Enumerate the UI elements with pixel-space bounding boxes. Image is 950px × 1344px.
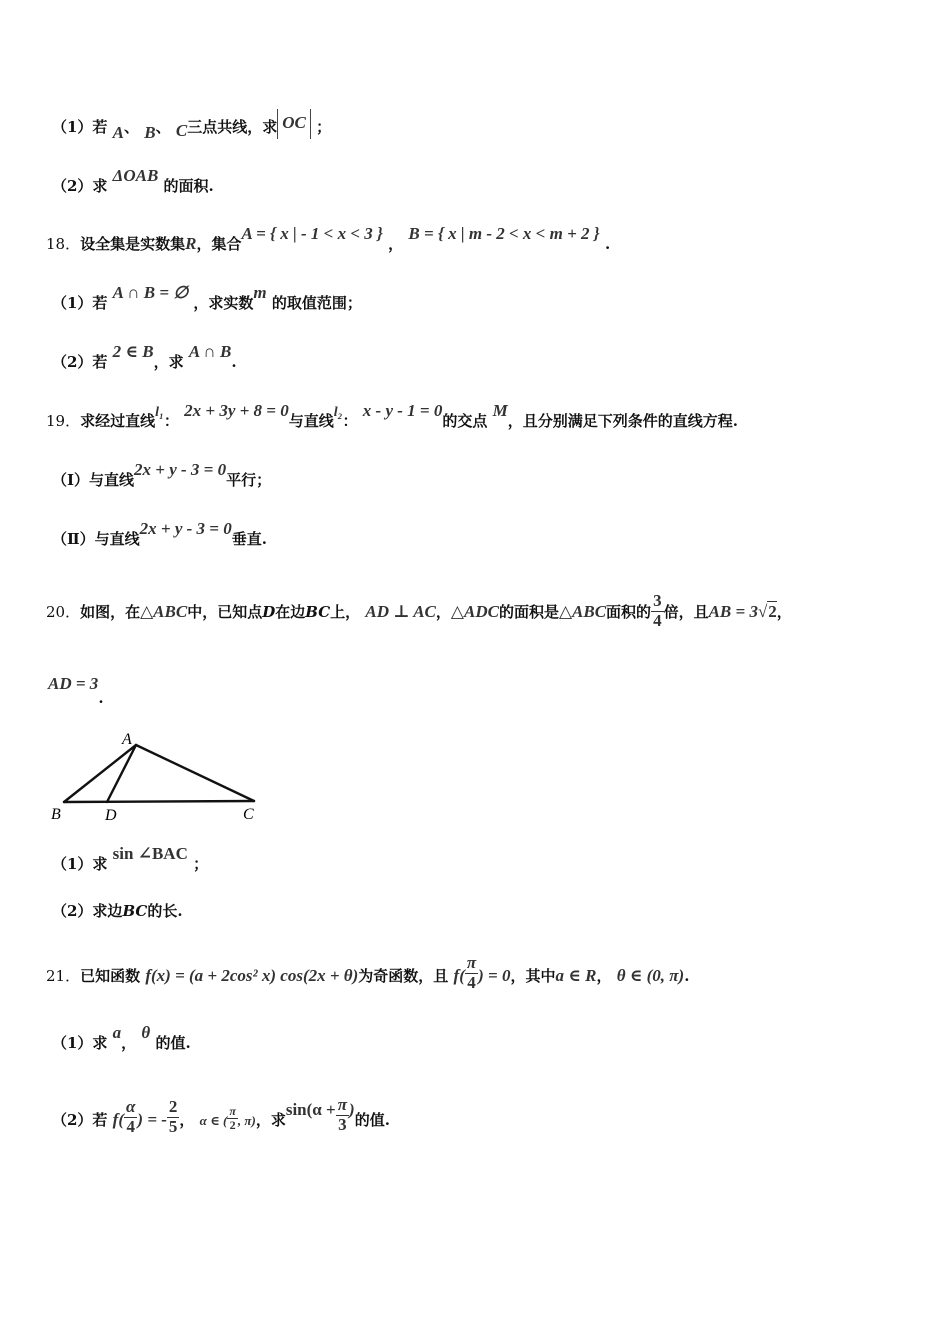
triangle-figure [48, 728, 288, 828]
q21-part1: （1）求 a， θ 的值. [52, 1023, 191, 1052]
label-d: D [105, 807, 117, 824]
segment-ab [64, 745, 136, 802]
label-c: C [243, 806, 254, 823]
q19-part1: （Ⅰ）与直线2x + y - 3 = 0平行； [52, 460, 272, 489]
segment-ad [107, 745, 136, 802]
q18-part1: （1）若 A ∩ B = ∅ ，求实数m 的取值范围； [52, 283, 362, 312]
label-a: A [122, 731, 132, 748]
q20-part2: （2）求边BC的长. [52, 902, 183, 920]
q18-stem: 18．设全集是实数集R，集合A = { x | - 1 < x < 3 } ， B = { x | m - 2 < x < m + 2 } . [46, 224, 611, 253]
segment-ac [136, 745, 254, 801]
q19-part2: （Ⅱ）与直线2x + y - 3 = 0垂直. [52, 519, 267, 548]
q21-stem: 21．已知函数 f(x) = (a + 2cos² x) cos(2x + θ)为奇函数，且 f( $\frac{\pi}{4}$ ) = 0，其中a ∈ R， θ ∈ (0, π). [46, 953, 690, 992]
q20-ad-line: AD = 3. [48, 674, 104, 707]
abs-oc: OC [277, 109, 311, 139]
label-b: B [51, 806, 61, 823]
q19-stem: 19．求经过直线l₁： 2x + 3y + 8 = 0与直线l₂： x - y - 1 = 0的交点 M，且分别满足下列条件的直线方程. [46, 401, 738, 430]
q20-stem: 20．如图，在△ABC中，已知点D在边BC上， AD ⊥ AC，△ADC的面积是△ABC面积的 $\frac{3}{4}$ 倍，且AB = 3√2， [46, 591, 792, 630]
fraction-3-4: $\frac{3}{4}$ [653, 591, 662, 630]
q17-part2: （2）求 ΔOAB 的面积. [52, 166, 214, 195]
q18-part2: （2）若 2 ∈ B，求 A ∩ B. [52, 342, 237, 371]
q21-part2: （2）若 f( $\frac{\alpha}{4}$ ) = - $\frac{2}{5}$ ， α ∈ ( $\frac{\pi}{2}$ , π)，求sin(α + $\frac{\pi}{3}$ )的值. [52, 1095, 390, 1136]
q17-part1: （1）若 A、 B、 C三点共线，求 OC ； [52, 116, 331, 147]
q20-part1: （1）求 sin ∠BAC ； [52, 844, 209, 873]
segment-bc [64, 801, 254, 802]
